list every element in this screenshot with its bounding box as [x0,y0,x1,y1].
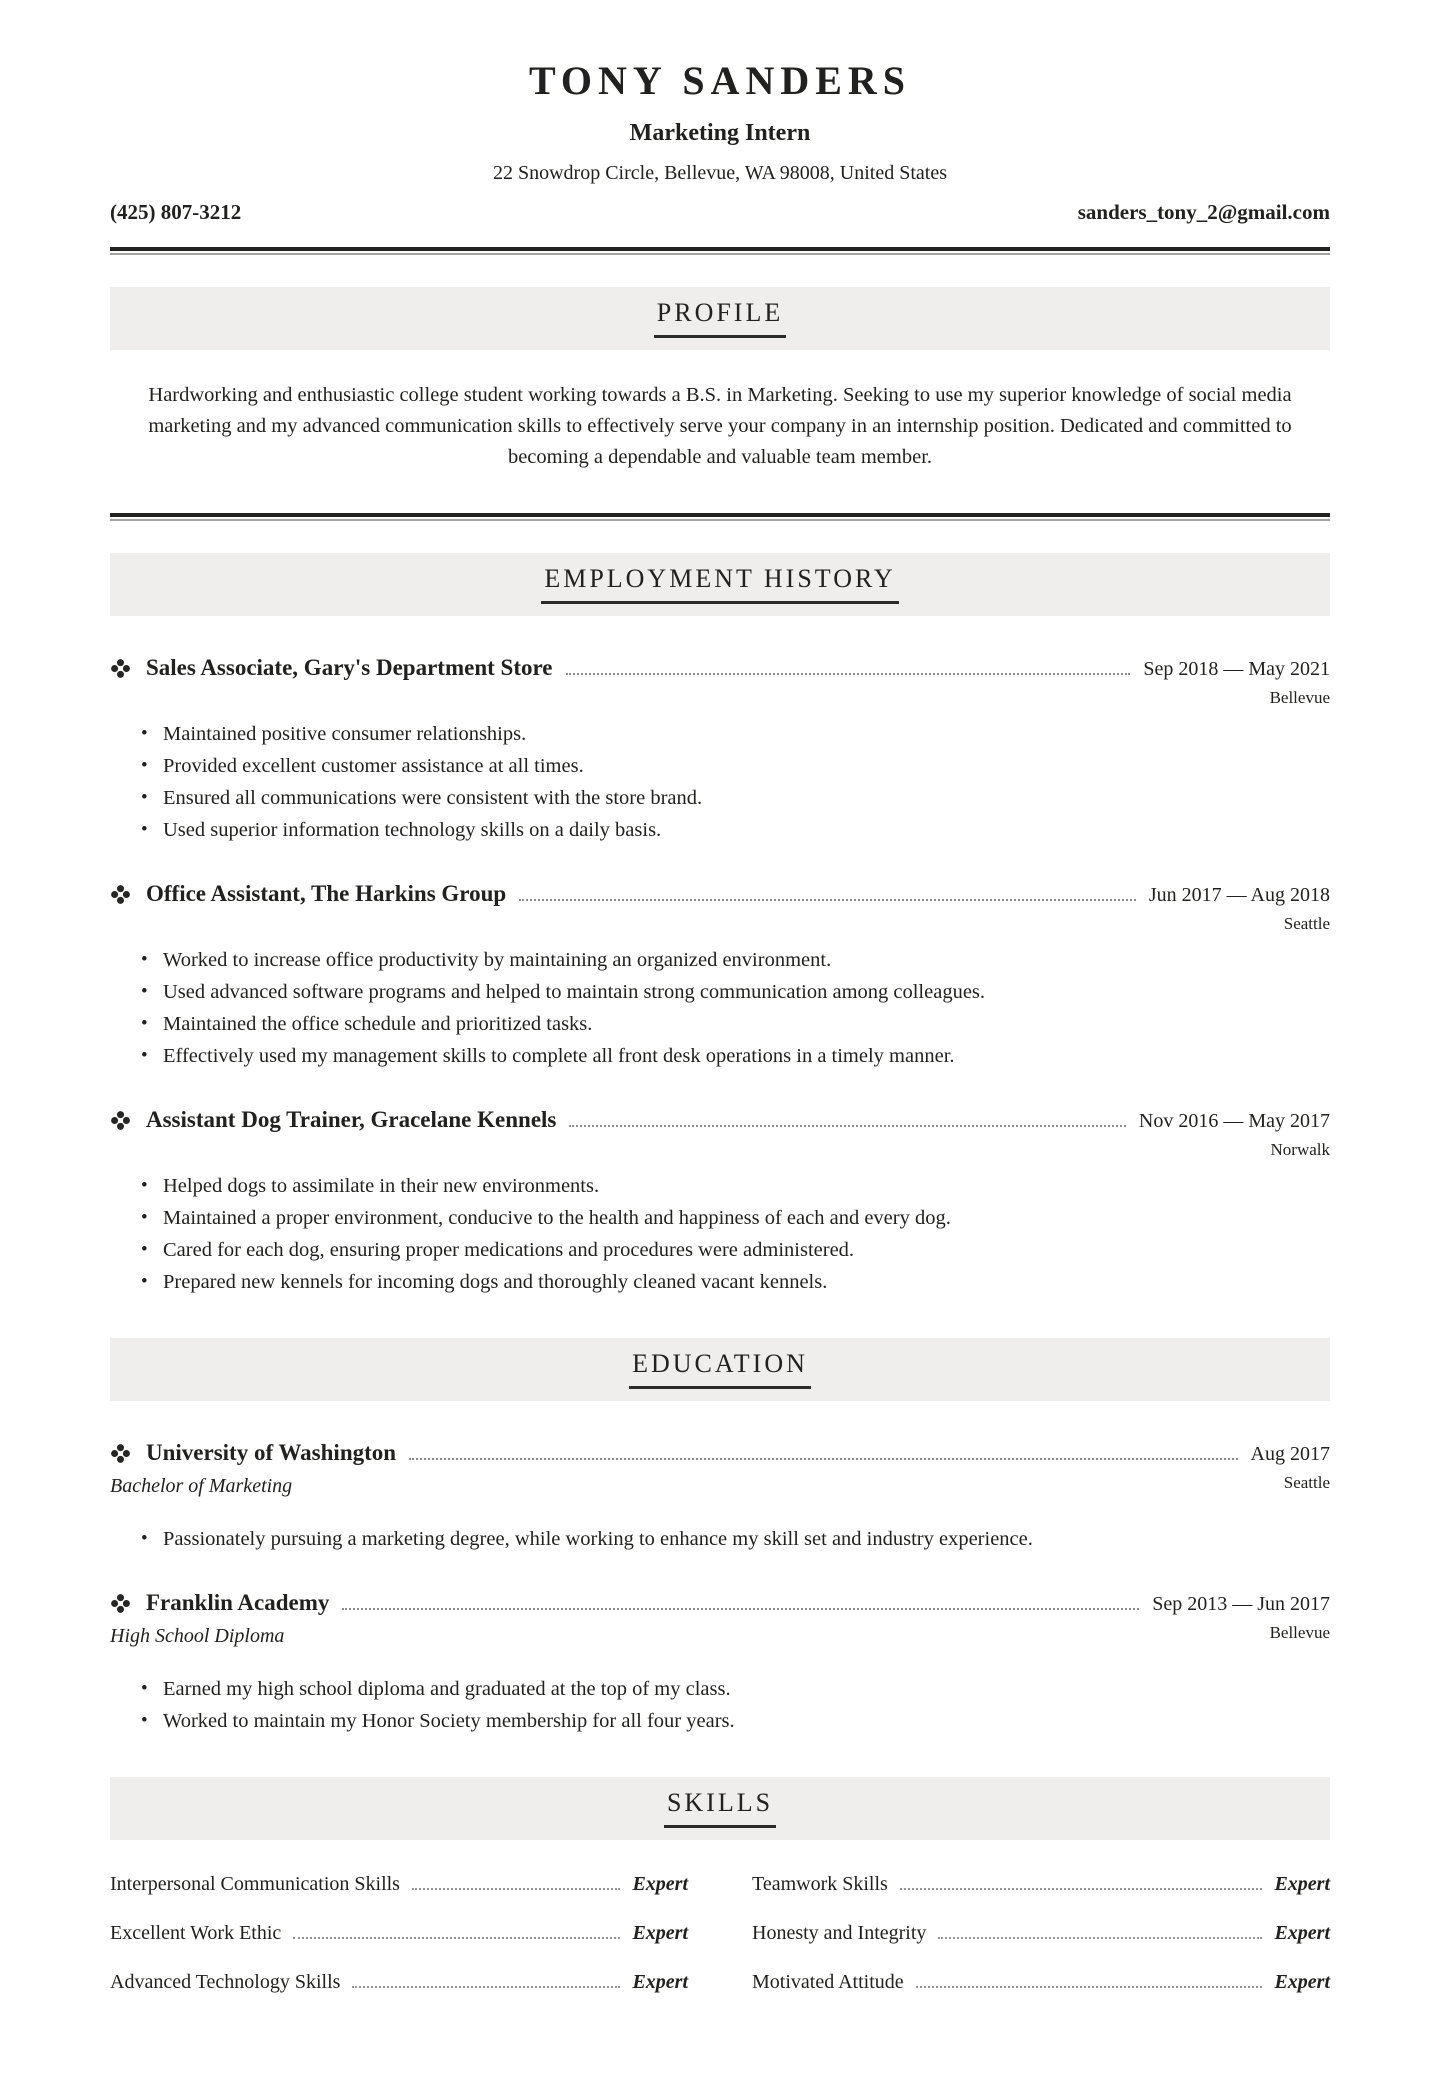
list-item: • Maintained positive consumer relationships. [163,722,1330,746]
entry-meta-row [110,1473,1330,1499]
entry-title: Office Assistant, The Harkins Group [146,881,507,906]
list-item: • Passionately pursuing a marketing degree, while working to enhance my skill set and industry experience. [163,1527,1330,1551]
skill-label: Excellent Work Ethic [110,1922,282,1944]
skill-row [110,1872,688,1896]
four-dot-clover-icon [110,884,131,905]
skill-level: Expert [1274,1922,1330,1944]
candidate-job-title: Marketing Intern [629,120,811,146]
skill-label: Motivated Attitude [752,1971,904,1993]
list-item: • Used superior information technology skills on a daily basis. [163,818,1330,842]
skill-row [110,1921,688,1945]
entry-bullet-list [110,948,1330,1068]
entry-title: Franklin Academy [146,1590,330,1615]
list-item: • Worked to increase office productivity by maintaining an organized environment. [163,948,1330,972]
employment-section-header [110,553,1330,616]
skill-row [752,1970,1330,1994]
divider-dark-line [110,247,1330,251]
candidate-phone: (425) 807-3212 [110,200,242,224]
skills-grid [110,1872,1330,2019]
four-dot-clover-icon [110,1593,131,1614]
education-section-title: EDUCATION [629,1349,811,1389]
profile-section-header [110,287,1330,350]
skills-column-left [110,1872,688,2019]
dotted-leader [409,1458,1237,1460]
entry-title-row [110,1106,1330,1134]
entry-title-row [110,1439,1330,1467]
entry-location: Bellevue [1269,688,1330,707]
profile-summary: Hardworking and enthusiastic college student working towards a B.S. in Marketing. Seeking to use my superior knowledge of social media marketing and my advanced communication skills to effectively serve your company in an internship position. Dedicated and committed to becoming a dependable and valuable team member. [148,384,1292,468]
skill-level: Expert [1274,1971,1330,1993]
dotted-leader [412,1888,620,1890]
entry-bullet-list [110,722,1330,842]
education-section-header [110,1338,1330,1401]
skill-label: Interpersonal Communication Skills [110,1873,400,1895]
dotted-leader [352,1986,620,1988]
four-dot-clover-icon [110,658,131,679]
dotted-leader [916,1986,1263,1988]
candidate-name: TONY SANDERS [528,58,912,103]
dotted-leader [938,1937,1262,1939]
list-item: • Worked to maintain my Honor Society membership for all four years. [163,1709,1330,1733]
entry-bullet-list [110,1174,1330,1294]
dotted-leader [342,1608,1139,1610]
entry-dates: Nov 2016 — May 2017 [1138,1110,1330,1132]
entry-degree: Bachelor of Marketing [110,1475,293,1497]
header-divider [110,247,1330,255]
list-item: • Earned my high school diploma and graduated at the top of my class. [163,1677,1330,1701]
education-entry [110,1589,1330,1733]
employment-entry [110,1106,1330,1294]
entry-dates: Jun 2017 — Aug 2018 [1148,884,1330,906]
entry-dates: Sep 2013 — Jun 2017 [1152,1593,1330,1615]
entry-title-row [110,880,1330,908]
skill-row [752,1921,1330,1945]
skill-label: Teamwork Skills [752,1873,888,1895]
entry-dates: Aug 2017 [1250,1443,1330,1465]
candidate-address: 22 Snowdrop Circle, Bellevue, WA 98008, United States [492,162,948,184]
list-item: • Cared for each dog, ensuring proper medications and procedures were administered. [163,1238,1330,1262]
four-dot-clover-icon [110,1110,131,1131]
list-item: • Maintained the office schedule and prioritized tasks. [163,1012,1330,1036]
list-item: • Helped dogs to assimilate in their new environments. [163,1174,1330,1198]
entry-dates: Sep 2018 — May 2021 [1143,658,1330,680]
skill-row [752,1872,1330,1896]
list-item: • Maintained a proper environment, conducive to the health and happiness of each and every dog. [163,1206,1330,1230]
entry-title: University of Washington [146,1440,397,1465]
entry-degree: High School Diploma [110,1625,285,1647]
entry-title: Sales Associate, Gary's Department Store [146,655,553,680]
skill-level: Expert [632,1873,688,1895]
entry-location: Seattle [1283,1473,1330,1492]
entry-title: Assistant Dog Trainer, Gracelane Kennels [146,1107,557,1132]
skills-section-header [110,1777,1330,1840]
profile-divider [110,513,1330,521]
contact-row [110,200,1330,225]
skills-column-right [752,1872,1330,2019]
entry-title-row [110,654,1330,682]
dotted-leader [900,1888,1263,1890]
dotted-leader [519,899,1136,901]
list-item: • Ensured all communications were consistent with the store brand. [163,786,1330,810]
four-dot-clover-icon [110,1443,131,1464]
divider-dark-line [110,513,1330,517]
divider-light-line [110,253,1330,255]
divider-light-line [110,519,1330,521]
skill-level: Expert [632,1971,688,1993]
employment-section-title: EMPLOYMENT HISTORY [541,564,898,604]
entry-location: Bellevue [1269,1623,1330,1642]
list-item: • Used advanced software programs and helped to maintain strong communication among colleagues. [163,980,1330,1004]
skill-level: Expert [1274,1873,1330,1895]
skills-section-title: SKILLS [664,1788,776,1828]
skill-label: Advanced Technology Skills [110,1971,341,1993]
profile-section-title: PROFILE [654,298,786,338]
list-item: • Provided excellent customer assistance at all times. [163,754,1330,778]
skill-level: Expert [632,1922,688,1944]
entry-bullet-list [110,1677,1330,1733]
entry-location: Seattle [1283,914,1330,933]
dotted-leader [293,1937,620,1939]
employment-entry [110,654,1330,842]
employment-entry [110,880,1330,1068]
dotted-leader [569,1125,1126,1127]
entry-meta-row [110,1623,1330,1649]
skill-row [110,1970,688,1994]
list-item: • Prepared new kennels for incoming dogs and thoroughly cleaned vacant kennels. [163,1270,1330,1294]
entry-bullet-list [110,1527,1330,1551]
list-item: • Effectively used my management skills to complete all front desk operations in a timely manner. [163,1044,1330,1068]
education-entry [110,1439,1330,1551]
entry-title-row [110,1589,1330,1617]
dotted-leader [566,673,1131,675]
resume-header [110,58,1330,225]
candidate-email: sanders_tony_2@gmail.com [1077,200,1330,224]
entry-location: Norwalk [1270,1140,1330,1159]
skill-label: Honesty and Integrity [752,1922,927,1944]
